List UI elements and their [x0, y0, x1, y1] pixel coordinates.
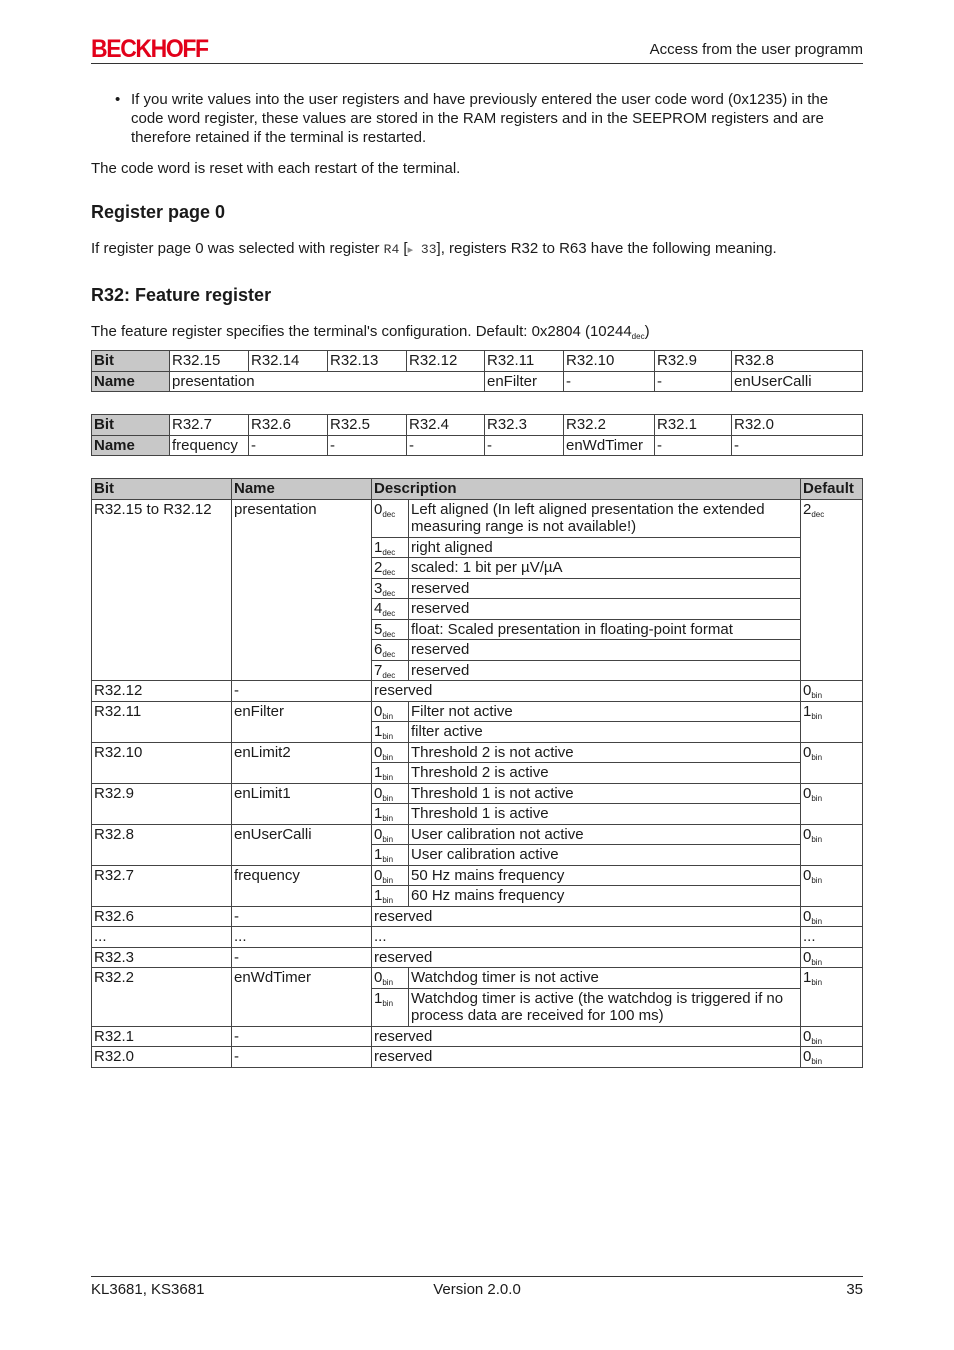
option-value-cell — [372, 804, 409, 825]
name-cell: - — [249, 435, 328, 456]
bit-cell: R32.6 — [249, 415, 328, 436]
name-label: Name — [92, 435, 170, 456]
option-description-cell: User calibration active — [409, 845, 801, 866]
table-row — [92, 701, 863, 722]
option-value-cell-subscript: bin — [382, 896, 394, 905]
option-value-cell-value: 5 — [374, 620, 383, 638]
default-cell-value: 0 — [803, 1027, 812, 1045]
option-description-cell: Left aligned (In left aligned presentation the extended measuring range is not available!) — [409, 499, 801, 537]
description-cell: reserved — [372, 1047, 801, 1068]
option-value-cell-value: 1 — [374, 989, 383, 1007]
register-name-cell: enLimit1 — [232, 783, 372, 824]
default-cell-subscript: dec — [811, 509, 825, 519]
default-cell-subscript: bin — [811, 1057, 823, 1066]
description-cell: reserved — [372, 1026, 801, 1047]
table-row — [92, 499, 863, 537]
default-cell-value: 2 — [803, 500, 812, 518]
bit-cell: R32.9 — [655, 351, 732, 372]
default-cell-value: 1 — [803, 969, 812, 986]
bullet-list — [91, 90, 863, 147]
name-cell: - — [328, 435, 407, 456]
option-value-cell-value: 1 — [374, 538, 383, 556]
register-name-cell: frequency — [232, 865, 372, 906]
option-description-cell: Threshold 1 is not active — [409, 783, 801, 804]
register-name-cell: - — [232, 1026, 372, 1047]
name-cell: frequency — [170, 435, 249, 456]
option-description-cell: right aligned — [409, 537, 801, 558]
option-value-cell-subscript: bin — [382, 834, 394, 844]
table-row — [92, 927, 863, 948]
option-value-cell-value: 1 — [374, 887, 383, 904]
table-row — [92, 947, 863, 968]
description-cell: reserved — [372, 947, 801, 968]
option-value-cell — [372, 742, 409, 763]
option-description-cell: Threshold 2 is active — [409, 763, 801, 784]
option-description-cell: 50 Hz mains frequency — [409, 865, 801, 886]
option-value-cell — [372, 578, 409, 599]
register-name-cell: presentation — [232, 499, 372, 681]
bit-cell: R32.3 — [92, 947, 232, 968]
bit-cell: R32.15 — [170, 351, 249, 372]
default-cell-value: 1 — [803, 702, 812, 720]
bit-cell: R32.14 — [249, 351, 328, 372]
para-text: If register page 0 was selected with register — [91, 240, 384, 257]
default-cell-value: 0 — [803, 907, 812, 925]
default-cell-subscript: bin — [811, 793, 823, 803]
option-description-cell: reserved — [409, 578, 801, 599]
para2-text: The feature register specifies the terminal's configuration. Default: 0x2804 (10244 — [91, 323, 632, 340]
page-ref-arrow-icon: ▸ — [407, 244, 414, 256]
option-description-cell: Watchdog timer is active (the watchdog is triggered if no process data are received for 100 ms) — [409, 988, 801, 1026]
register-name-cell: - — [232, 906, 372, 927]
option-value-cell — [372, 537, 409, 558]
default-cell-subscript: bin — [811, 752, 823, 762]
option-value-cell-value: 1 — [374, 846, 383, 863]
bit-cell: R32.8 — [732, 351, 863, 372]
default-cell-value: 0 — [803, 866, 812, 884]
bitmap-name-row — [92, 371, 863, 392]
option-value-cell — [372, 968, 409, 989]
option-value-cell-subscript: bin — [382, 711, 394, 721]
para-text-end: ], registers R32 to R63 have the following meaning. — [436, 240, 777, 257]
default-cell — [801, 824, 863, 865]
default-cell-value: 0 — [803, 682, 812, 699]
name-cell: enWdTimer — [564, 435, 655, 456]
bitmap-table-high — [91, 350, 863, 392]
bit-cell: R32.6 — [92, 906, 232, 927]
bit-cell: R32.5 — [328, 415, 407, 436]
bit-cell: R32.0 — [92, 1047, 232, 1068]
default-cell — [801, 783, 863, 824]
bit-cell: R32.12 — [92, 681, 232, 702]
option-value-cell-value: 0 — [374, 702, 383, 720]
option-value-cell — [372, 640, 409, 661]
bitmap-table-low — [91, 414, 863, 456]
bitmap-bit-row — [92, 415, 863, 436]
register-name-cell: - — [232, 1047, 372, 1068]
bit-cell: R32.15 to R32.12 — [92, 499, 232, 681]
default-cell — [801, 1026, 863, 1047]
table-row — [92, 906, 863, 927]
bit-cell: R32.10 — [92, 742, 232, 783]
bit-label: Bit — [92, 415, 170, 436]
option-description-cell: 60 Hz mains frequency — [409, 886, 801, 907]
default-cell-value: ... — [803, 928, 816, 945]
page-content — [91, 90, 863, 1068]
register-name-cell: - — [232, 681, 372, 702]
option-description-cell: Threshold 1 is active — [409, 804, 801, 825]
option-value-cell-value: 1 — [374, 764, 383, 781]
bullet-item: • If you write values into the user registers and have previously entered the user code word (0x1235) in the code word register, these values are stored in the RAM registers and in the SEEPROM registers and are therefore retained if the terminal is restarted. — [131, 90, 863, 147]
default-cell — [801, 1047, 863, 1068]
bit-cell: R32.11 — [92, 701, 232, 742]
default-cell-value: 0 — [803, 784, 812, 802]
bit-cell: R32.7 — [170, 415, 249, 436]
bit-cell: ... — [92, 927, 232, 948]
default-cell-subscript: bin — [811, 875, 823, 885]
table-body — [92, 499, 863, 1067]
option-value-cell — [372, 558, 409, 579]
default-cell — [801, 865, 863, 906]
option-value-cell-subscript: dec — [382, 509, 396, 519]
name-cell: presentation — [170, 371, 485, 392]
table-row — [92, 1026, 863, 1047]
option-value-cell — [372, 865, 409, 886]
name-cell: - — [564, 371, 655, 392]
description-cell: ... — [372, 927, 801, 948]
feature-register-paragraph — [91, 322, 863, 341]
col-header-default: Default — [801, 479, 863, 500]
feature-register-table — [91, 478, 863, 1068]
option-value-cell — [372, 783, 409, 804]
default-cell-subscript: bin — [811, 916, 823, 926]
option-value-cell-value: 0 — [374, 825, 383, 843]
option-value-cell — [372, 599, 409, 620]
bitmap-name-row — [92, 435, 863, 456]
default-cell-value: 0 — [803, 948, 812, 966]
bit-cell: R32.12 — [407, 351, 485, 372]
default-cell-value: 0 — [803, 1048, 812, 1065]
bit-cell: R32.13 — [328, 351, 407, 372]
option-value-cell-value: 2 — [374, 559, 383, 576]
option-description-cell: Watchdog timer is not active — [409, 968, 801, 989]
default-cell-subscript: bin — [811, 978, 823, 987]
col-header-bit: Bit — [92, 479, 232, 500]
option-description-cell: reserved — [409, 599, 801, 620]
name-cell: - — [485, 435, 564, 456]
option-value-cell-subscript: dec — [382, 629, 396, 639]
bracket-open: [ — [399, 240, 408, 257]
default-cell-subscript: bin — [811, 957, 823, 967]
option-description-cell: Filter not active — [409, 701, 801, 722]
footer-version: Version 2.0.0 — [433, 1281, 521, 1298]
bit-cell: R32.10 — [564, 351, 655, 372]
option-value-cell-value: 0 — [374, 743, 383, 761]
option-value-cell-subscript: bin — [382, 732, 394, 741]
default-cell — [801, 742, 863, 783]
page-ref-link[interactable]: 33 — [413, 242, 437, 257]
bit-cell: R32.9 — [92, 783, 232, 824]
option-value-cell-value: 6 — [374, 641, 383, 658]
default-cell-subscript: bin — [811, 711, 823, 721]
option-value-cell-subscript: dec — [382, 670, 396, 680]
col-header-description: Description — [372, 479, 801, 500]
footer-divider — [91, 1276, 863, 1277]
register-name-cell: enLimit2 — [232, 742, 372, 783]
option-value-cell-value: 0 — [374, 866, 383, 884]
option-value-cell-subscript: bin — [382, 752, 394, 762]
option-value-cell-value: 0 — [374, 969, 383, 986]
default-cell — [801, 906, 863, 927]
register-page-paragraph — [91, 239, 863, 260]
bit-label: Bit — [92, 351, 170, 372]
col-header-name: Name — [232, 479, 372, 500]
option-description-cell: reserved — [409, 640, 801, 661]
bit-cell: R32.11 — [485, 351, 564, 372]
default-cell-subscript: bin — [811, 691, 823, 700]
register-name-cell: - — [232, 947, 372, 968]
option-value-cell — [372, 988, 409, 1026]
footer-product: KL3681, KS3681 — [91, 1281, 205, 1298]
default-cell — [801, 499, 863, 681]
default-cell — [801, 701, 863, 742]
para2-close: ) — [644, 323, 650, 340]
bitmap-bit-row — [92, 351, 863, 372]
option-description-cell: scaled: 1 bit per µV/µA — [409, 558, 801, 579]
option-description-cell: Threshold 2 is not active — [409, 742, 801, 763]
name-cell: - — [655, 435, 732, 456]
option-value-cell-value: 1 — [374, 723, 383, 740]
option-value-cell-value: 0 — [374, 784, 383, 802]
name-label: Name — [92, 371, 170, 392]
bit-cell: R32.4 — [407, 415, 485, 436]
reset-note: The code word is reset with each restart of the terminal. — [91, 160, 461, 177]
option-value-cell-subscript: dec — [382, 568, 396, 577]
option-value-cell-value: 7 — [374, 661, 383, 679]
heading-r32-feature-register: R32: Feature register — [91, 285, 272, 305]
name-cell: - — [655, 371, 732, 392]
option-value-cell-subscript: dec — [382, 609, 396, 618]
description-cell: reserved — [372, 906, 801, 927]
option-description-cell: reserved — [409, 660, 801, 681]
footer-page-number: 35 — [846, 1281, 863, 1298]
option-value-cell-subscript: bin — [382, 855, 394, 864]
register-name-cell: ... — [232, 927, 372, 948]
default-cell — [801, 927, 863, 948]
option-value-cell — [372, 763, 409, 784]
option-value-cell — [372, 619, 409, 640]
table-row — [92, 968, 863, 989]
bit-cell: R32.2 — [92, 968, 232, 1027]
option-value-cell-value: 3 — [374, 579, 383, 597]
name-cell: enUserCalli — [732, 371, 863, 392]
option-value-cell — [372, 499, 409, 537]
register-name-cell: enUserCalli — [232, 824, 372, 865]
default-cell-value: 0 — [803, 825, 812, 843]
bit-cell: R32.1 — [655, 415, 732, 436]
option-value-cell-subscript: dec — [382, 547, 396, 557]
default-cell — [801, 681, 863, 702]
option-value-cell — [372, 701, 409, 722]
bit-cell: R32.8 — [92, 824, 232, 865]
option-value-cell-subscript: dec — [382, 588, 396, 598]
option-description-cell: User calibration not active — [409, 824, 801, 845]
register-name-cell: enFilter — [232, 701, 372, 742]
bit-cell: R32.0 — [732, 415, 863, 436]
table-header-row — [92, 479, 863, 500]
table-row — [92, 824, 863, 845]
default-cell-value: 0 — [803, 743, 812, 761]
table-row — [92, 681, 863, 702]
bit-cell: R32.2 — [564, 415, 655, 436]
option-value-cell-subscript: bin — [382, 978, 394, 987]
table-row — [92, 1047, 863, 1068]
option-value-cell-subscript: bin — [382, 814, 394, 823]
table-row — [92, 783, 863, 804]
option-value-cell-value: 1 — [374, 805, 383, 822]
bit-cell: R32.7 — [92, 865, 232, 906]
option-value-cell — [372, 886, 409, 907]
table-row — [92, 865, 863, 886]
option-value-cell-subscript: bin — [382, 998, 394, 1008]
option-description-cell: float: Scaled presentation in floating-point format — [409, 619, 801, 640]
option-value-cell-subscript: dec — [382, 650, 396, 659]
name-cell: - — [732, 435, 863, 456]
option-value-cell-subscript: bin — [382, 875, 394, 885]
option-description-cell: filter active — [409, 722, 801, 743]
option-value-cell-value: 0 — [374, 500, 383, 518]
register-name-cell: enWdTimer — [232, 968, 372, 1027]
name-cell: enFilter — [485, 371, 564, 392]
bit-cell: R32.3 — [485, 415, 564, 436]
heading-register-page-0: Register page 0 — [91, 202, 226, 222]
section-title: Access from the user programm — [649, 41, 863, 58]
beckhoff-logo: BECKHOFF — [91, 35, 208, 63]
default-cell-subscript: bin — [811, 834, 823, 844]
option-value-cell — [372, 845, 409, 866]
para2-sub: dec — [631, 332, 645, 341]
default-cell — [801, 947, 863, 968]
bit-cell: R32.1 — [92, 1026, 232, 1047]
option-value-cell-subscript: bin — [382, 773, 394, 782]
header-divider — [91, 63, 863, 64]
r4-link[interactable]: R4 — [383, 242, 400, 257]
option-value-cell-subscript: bin — [382, 793, 394, 803]
option-value-cell-value: 4 — [374, 600, 383, 617]
default-cell-subscript: bin — [811, 1036, 823, 1046]
option-value-cell — [372, 660, 409, 681]
description-cell: reserved — [372, 681, 801, 702]
default-cell — [801, 968, 863, 1027]
table-row — [92, 742, 863, 763]
option-value-cell — [372, 722, 409, 743]
option-value-cell — [372, 824, 409, 845]
name-cell: - — [407, 435, 485, 456]
